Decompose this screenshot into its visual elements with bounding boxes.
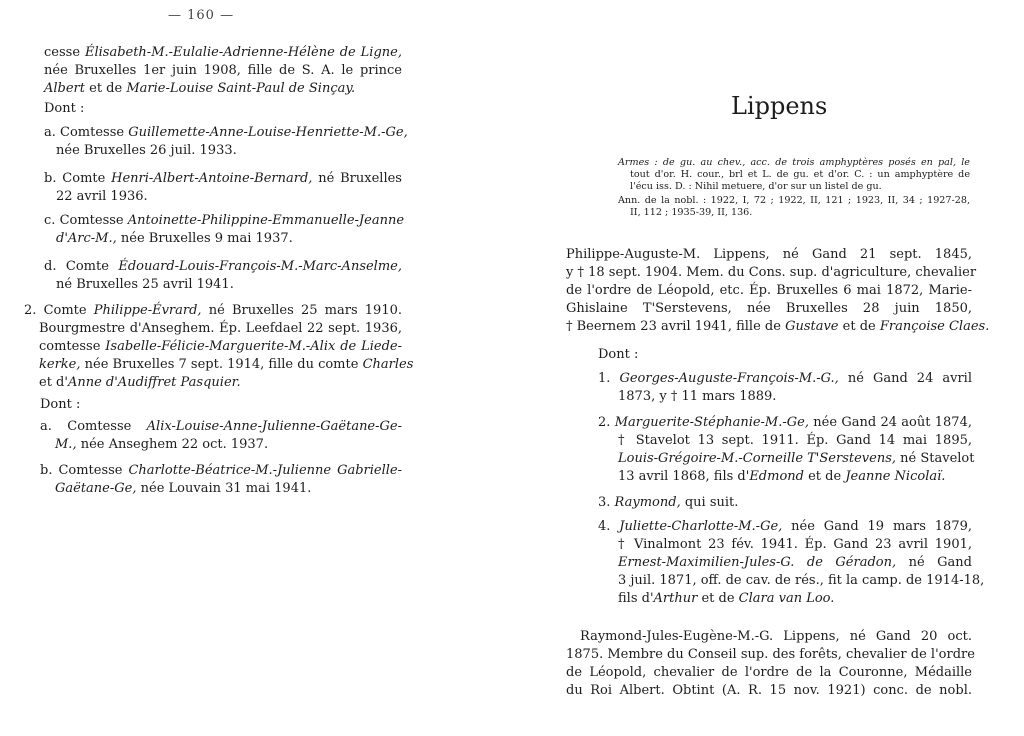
child-text: fils d' — [618, 591, 654, 606]
entry-text: né Bruxelles 25 mars 1910. — [201, 303, 403, 318]
entry-name: kerke, — [39, 357, 81, 372]
child-line — [40, 480, 402, 498]
child-line: 22 avril 1936. — [56, 189, 148, 204]
child-name: Gaëtane-Ge, — [55, 481, 137, 496]
entry-text: née Bruxelles 7 sept. 1914, fille du comte — [80, 357, 363, 372]
intro-paragraph — [44, 44, 402, 98]
child-text: et de — [697, 591, 739, 606]
child-title: Comtesse — [60, 125, 125, 140]
child-marker: b. — [40, 463, 53, 478]
para-line: du Roi Albert. Obtint (A. R. 15 nov. 1921) conc. de nobl. — [566, 683, 972, 698]
child-text: née Bruxelles 9 mai 1937. — [120, 231, 293, 246]
child-line — [598, 554, 972, 572]
para-line: Raymond-Jules-Eugène-M.-G. Lippens, né Gand 20 oct. — [580, 629, 972, 644]
child-text: 13 avril 1868, fils d' — [618, 469, 750, 484]
child-line: 1873, y † 11 mars 1889. — [618, 389, 777, 404]
child-name: d'Arc-M., — [56, 231, 117, 246]
arms-line: II, 112 ; 1935-39, II, 136. — [630, 207, 753, 218]
child-entry — [44, 212, 405, 248]
entry-line — [24, 302, 402, 320]
child-title: Comtesse — [67, 419, 132, 434]
para-line: y † 18 sept. 1904. Mem. du Cons. sup. d'agriculture, chevalier — [566, 265, 977, 280]
intro-line — [44, 80, 402, 98]
child-marker: c. — [44, 213, 56, 228]
entry-line — [24, 374, 402, 392]
intro-text: cesse — [44, 45, 85, 60]
child-text: née Gand 19 mars 1879, — [791, 519, 973, 534]
child-name: Juliette-Charlotte-M.-Ge, — [619, 519, 783, 534]
child-name: Charlotte-Béatrice-M.-Julienne Gabrielle- — [128, 463, 402, 478]
child-entry — [40, 462, 402, 498]
intro-line — [44, 44, 402, 62]
arms-block — [618, 157, 970, 219]
para-text: et de — [838, 319, 880, 334]
entry-text: Comte — [43, 303, 94, 318]
child-name: Guillemette-Anne-Louise-Henriette-M.-Ge, — [128, 125, 408, 140]
child-line — [44, 124, 408, 142]
dont-label: Dont : — [44, 101, 85, 116]
child-title: Comte — [65, 259, 109, 274]
child-text: née Anseghem 22 oct. 1937. — [80, 437, 269, 452]
parent-name: Clara van Loo. — [738, 591, 835, 606]
child-line — [598, 518, 972, 536]
child-text: né Bruxelles — [318, 171, 402, 186]
child-number: 2. — [598, 415, 611, 430]
child-entry — [40, 418, 402, 454]
child-entry — [598, 518, 985, 608]
child-line — [598, 494, 972, 512]
child-line — [44, 258, 402, 276]
child-number: 3. — [598, 495, 611, 510]
child-name: Louis-Grégoire-M.-Corneille T'Serstevens, — [618, 451, 897, 466]
child-name: Henri-Albert-Antoine-Bernard, — [111, 171, 313, 186]
child-entry — [44, 124, 408, 160]
entry-name: Isabelle-Félicie-Marguerite-M.-Alix de Liede- — [105, 339, 402, 354]
child-line — [40, 436, 402, 454]
arms-line: l'écu iss. D. : Nihil metuere, d'or sur un listel de gu. — [630, 181, 882, 192]
child-line — [598, 468, 972, 486]
arms-line: Ann. de la nobl. : 1922, I, 72 ; 1922, II, 121 ; 1923, II, 34 ; 1927-28, — [618, 195, 970, 206]
entry-number: 2. — [24, 303, 37, 318]
child-line — [44, 212, 405, 230]
child-name: Georges-Auguste-François-M.-G., — [619, 371, 839, 386]
child-line — [598, 370, 972, 388]
para-line: de Léopold, chevalier de l'ordre de la Couronne, Médaille — [566, 665, 972, 680]
entry-name: Anne d'Audiffret Pasquier. — [67, 375, 241, 390]
entry-line: Bourgmestre d'Anseghem. Ép. Leefdael 22 sept. 1936, — [39, 321, 402, 336]
child-text: née Louvain 31 mai 1941. — [140, 481, 312, 496]
child-entry — [598, 370, 972, 406]
child-marker: d. — [44, 259, 57, 274]
parent-name: Jeanne Nicolaï. — [845, 469, 946, 484]
para-line: 1875. Membre du Conseil sup. des forêts, chevalier de l'ordre — [566, 647, 975, 662]
child-line — [598, 450, 975, 468]
parent-name: Gustave — [785, 319, 839, 334]
entry-text: et d' — [39, 375, 68, 390]
intro-text: et de — [85, 81, 127, 96]
child-text: né Gand 24 avril — [847, 371, 973, 386]
child-text: qui suit. — [680, 495, 739, 510]
child-text: né Gand — [908, 555, 972, 570]
child-name: Raymond, — [614, 495, 681, 510]
right-page — [512, 0, 1024, 736]
child-line: † Stavelot 13 sept. 1911. Ép. Gand 14 mai 1895, — [618, 433, 972, 448]
child-name: Édouard-Louis-François-M.-Marc-Anselme, — [118, 259, 402, 274]
child-name: Antoinette-Philippine-Emmanuelle-Jeanne — [127, 213, 405, 228]
page-number: — 160 — — [168, 8, 235, 23]
entry-line — [24, 338, 402, 356]
child-marker: a. — [40, 419, 52, 434]
dont-label: Dont : — [598, 347, 639, 362]
child-marker: a. — [44, 125, 56, 140]
parent-name: Arthur — [653, 591, 698, 606]
parent-name: Edmond — [749, 469, 804, 484]
child-line — [598, 590, 972, 608]
parent-name: Françoise Claes. — [879, 319, 990, 334]
arms-line: tout d'or. H. cour., brl et L. de gu. et d'or. C. : un amphyptère de — [630, 169, 970, 180]
child-name: Ernest-Maximilien-Jules-G. de Géradon, — [618, 555, 897, 570]
spouse-name: Élisabeth-M.-Eulalie-Adrienne-Hélène de Ligne, — [84, 45, 402, 60]
child-line: 3 juil. 1871, off. de cav. de rés., fit la camp. de 1914-18, — [618, 573, 985, 588]
arms-line: Armes : de gu. au chev., acc. de trois amphyptères posés en pal, le — [618, 157, 970, 168]
child-number: 4. — [598, 519, 611, 534]
entry-name: Charles — [362, 357, 414, 372]
child-text: né Stavelot — [900, 451, 975, 466]
dont-label: Dont : — [40, 397, 81, 412]
family-title: Lippens — [731, 92, 828, 120]
entry-text: comtesse — [39, 339, 106, 354]
entry-name: Philippe-Évrard, — [93, 303, 202, 318]
para-text: † Beernem 23 avril 1941, fille de — [566, 319, 786, 334]
child-line — [40, 462, 402, 480]
para-line: de l'ordre de Léopold, etc. Ép. Bruxelles 6 mai 1872, Marie- — [566, 283, 972, 298]
child-number: 1. — [598, 371, 611, 386]
child-line — [44, 170, 402, 188]
child-text: et de — [803, 469, 846, 484]
para-line: Ghislaine T'Serstevens, née Bruxelles 28 juin 1850, — [566, 301, 972, 316]
entry-2 — [24, 302, 414, 392]
child-marker: b. — [44, 171, 57, 186]
intro-line: née Bruxelles 1er juin 1908, fille de S. A. le prince — [44, 63, 402, 78]
philippe-paragraph — [566, 246, 990, 336]
child-title: Comtesse — [59, 213, 124, 228]
child-entry — [44, 170, 402, 206]
child-title: Comtesse — [58, 463, 123, 478]
child-line — [598, 414, 972, 432]
child-name: Alix-Louise-Anne-Julienne-Gaëtane-Ge- — [146, 419, 402, 434]
child-text: née Gand 24 août 1874, — [813, 415, 972, 430]
child-name: Marguerite-Stéphanie-M.-Ge, — [614, 415, 809, 430]
child-line: née Bruxelles 26 juil. 1933. — [56, 143, 237, 158]
para-line: Philippe-Auguste-M. Lippens, né Gand 21 sept. 1845, — [566, 247, 972, 262]
child-entry — [598, 414, 975, 486]
parent-name: Marie-Louise Saint-Paul de Sinçay. — [126, 81, 356, 96]
child-line — [44, 230, 402, 248]
para-line — [566, 318, 990, 336]
child-line: † Vinalmont 23 fév. 1941. Ép. Gand 23 avril 1901, — [618, 537, 972, 552]
child-entry — [598, 494, 972, 512]
entry-line — [24, 356, 414, 374]
child-line — [40, 418, 402, 436]
child-title: Comte — [62, 171, 106, 186]
child-entry — [44, 258, 402, 294]
child-name: M., — [55, 437, 77, 452]
raymond-paragraph — [566, 628, 975, 700]
parent-name: Albert — [44, 81, 85, 96]
child-line: né Bruxelles 25 avril 1941. — [56, 277, 234, 292]
